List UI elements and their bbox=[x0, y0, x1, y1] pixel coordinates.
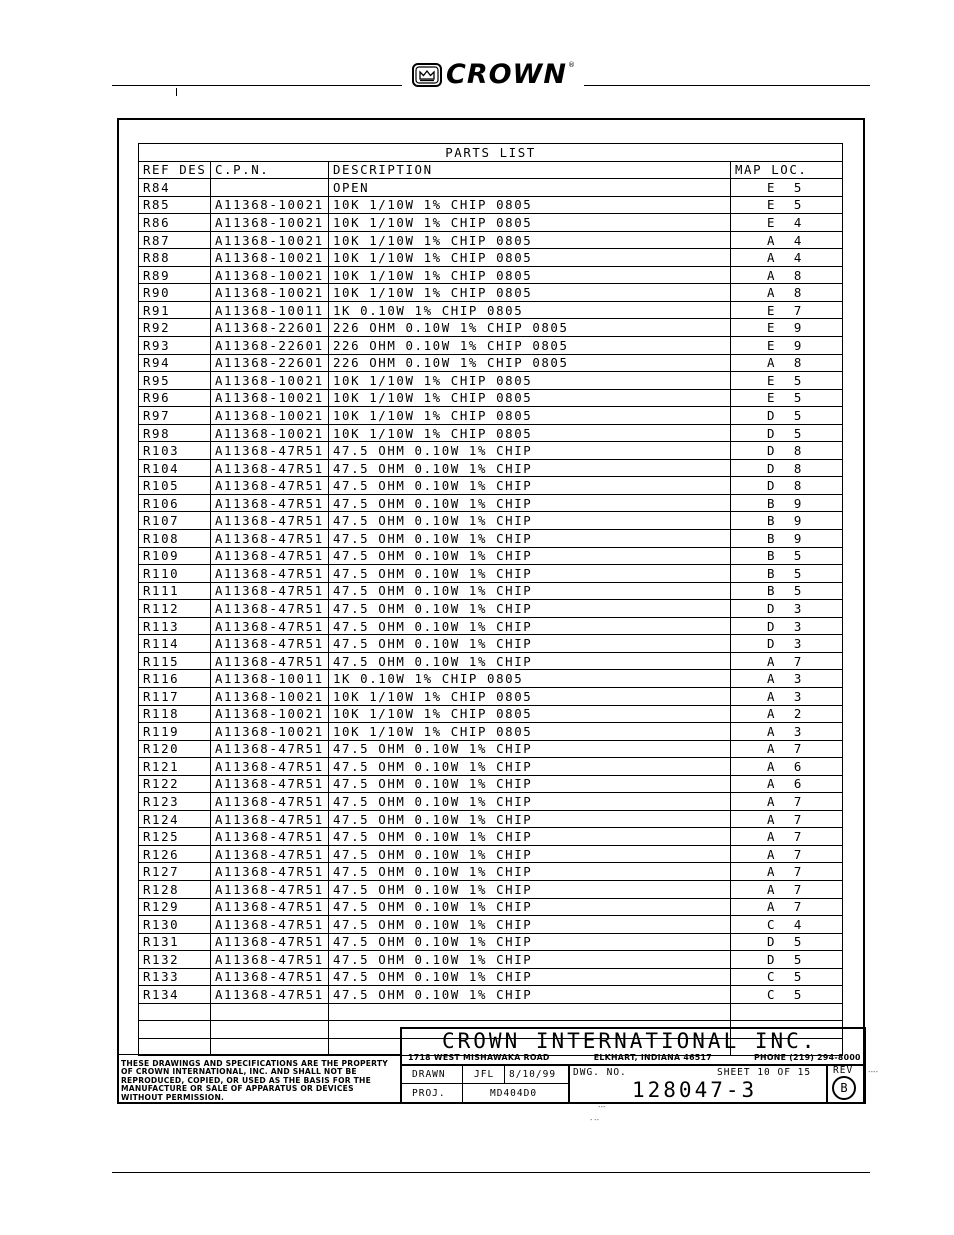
cell-description: 47.5 OHM 0.10W 1% CHIP bbox=[329, 880, 731, 898]
cell-description: 47.5 OHM 0.10W 1% CHIP bbox=[329, 652, 731, 670]
cell-map-loc: A 3 bbox=[731, 687, 843, 705]
cell-description: 47.5 OHM 0.10W 1% CHIP bbox=[329, 494, 731, 512]
cell-map-loc: A 6 bbox=[731, 758, 843, 776]
cell-cpn: A11368-47R51 bbox=[211, 775, 329, 793]
cell-ref-des: R120 bbox=[139, 740, 211, 758]
table-row bbox=[139, 459, 843, 477]
cell-description: 47.5 OHM 0.10W 1% CHIP bbox=[329, 635, 731, 653]
cell-map-loc: A 3 bbox=[731, 723, 843, 741]
table-row bbox=[139, 494, 843, 512]
cell-ref-des: R132 bbox=[139, 951, 211, 969]
cell-description: 1K 0.10W 1% CHIP 0805 bbox=[329, 301, 731, 319]
table-row bbox=[139, 810, 843, 828]
cell-map-loc: E 9 bbox=[731, 337, 843, 355]
table-row bbox=[139, 986, 843, 1004]
cell-ref-des: R93 bbox=[139, 337, 211, 355]
cell-cpn: A11368-47R51 bbox=[211, 758, 329, 776]
cell-map-loc: D 8 bbox=[731, 459, 843, 477]
header-rule-right bbox=[584, 85, 870, 86]
table-row bbox=[139, 617, 843, 635]
cell-description: 226 OHM 0.10W 1% CHIP 0805 bbox=[329, 337, 731, 355]
cell-ref-des: R133 bbox=[139, 968, 211, 986]
proj-label: PROJ. bbox=[412, 1088, 446, 1099]
cell-map-loc: E 9 bbox=[731, 319, 843, 337]
table-row bbox=[139, 968, 843, 986]
cell-ref-des: R118 bbox=[139, 705, 211, 723]
table-row bbox=[139, 898, 843, 916]
cell-ref-des: R105 bbox=[139, 477, 211, 495]
cell-ref-des: R122 bbox=[139, 775, 211, 793]
cell-description: 10K 1/10W 1% CHIP 0805 bbox=[329, 389, 731, 407]
cell-map-loc: E 5 bbox=[731, 196, 843, 214]
cell-cpn: A11368-10021 bbox=[211, 214, 329, 232]
cell-cpn: A11368-47R51 bbox=[211, 793, 329, 811]
cell-map-loc: A 4 bbox=[731, 249, 843, 267]
cell-cpn: A11368-47R51 bbox=[211, 477, 329, 495]
cell-cpn: A11368-47R51 bbox=[211, 810, 329, 828]
parts-list-body bbox=[139, 179, 843, 1056]
cell-ref-des: R90 bbox=[139, 284, 211, 302]
cell-description: 47.5 OHM 0.10W 1% CHIP bbox=[329, 898, 731, 916]
cell-description: 10K 1/10W 1% CHIP 0805 bbox=[329, 705, 731, 723]
cell-description: 47.5 OHM 0.10W 1% CHIP bbox=[329, 617, 731, 635]
cell-ref-des: R111 bbox=[139, 582, 211, 600]
cell-cpn: A11368-47R51 bbox=[211, 933, 329, 951]
cell-ref-des: R121 bbox=[139, 758, 211, 776]
cell-description: 47.5 OHM 0.10W 1% CHIP bbox=[329, 775, 731, 793]
cell-cpn: A11368-10021 bbox=[211, 284, 329, 302]
cell-map-loc: D 5 bbox=[731, 407, 843, 425]
table-row bbox=[139, 758, 843, 776]
cell-cpn: A11368-47R51 bbox=[211, 740, 329, 758]
cell-ref-des: R86 bbox=[139, 214, 211, 232]
parts-list-table bbox=[138, 143, 843, 1056]
cell-description: 47.5 OHM 0.10W 1% CHIP bbox=[329, 565, 731, 583]
address-phone: PHONE (219) 294-8000 bbox=[754, 1053, 861, 1062]
cell-description: OPEN bbox=[329, 179, 731, 197]
cell-ref-des: R108 bbox=[139, 530, 211, 548]
cell-description: 10K 1/10W 1% CHIP 0805 bbox=[329, 407, 731, 425]
cell-cpn: A11368-47R51 bbox=[211, 898, 329, 916]
cell-ref-des: R98 bbox=[139, 424, 211, 442]
cell-ref-des: R94 bbox=[139, 354, 211, 372]
cell-ref-des: R91 bbox=[139, 301, 211, 319]
cell-cpn: A11368-47R51 bbox=[211, 986, 329, 1004]
cell-map-loc: B 9 bbox=[731, 530, 843, 548]
cell-ref-des: R116 bbox=[139, 670, 211, 688]
parts-list-title: PARTS LIST bbox=[139, 144, 843, 162]
cell-map-loc: A 7 bbox=[731, 740, 843, 758]
address-city: ELKHART, INDIANA 46517 bbox=[593, 1053, 712, 1062]
cell-map-loc: A 3 bbox=[731, 670, 843, 688]
cell-description: 47.5 OHM 0.10W 1% CHIP bbox=[329, 986, 731, 1004]
table-row bbox=[139, 389, 843, 407]
brand-name: CROWN bbox=[446, 59, 567, 90]
table-row bbox=[139, 284, 843, 302]
table-row bbox=[139, 407, 843, 425]
cell-description: 47.5 OHM 0.10W 1% CHIP bbox=[329, 916, 731, 934]
cell-description: 226 OHM 0.10W 1% CHIP 0805 bbox=[329, 319, 731, 337]
table-row bbox=[139, 214, 843, 232]
cell-description: 1K 0.10W 1% CHIP 0805 bbox=[329, 670, 731, 688]
drawing-number: 128047-3 bbox=[632, 1078, 758, 1102]
cell-cpn: A11368-10021 bbox=[211, 266, 329, 284]
cell-ref-des: R130 bbox=[139, 916, 211, 934]
cell-cpn: A11368-10021 bbox=[211, 424, 329, 442]
table-row bbox=[139, 530, 843, 548]
cell-map-loc: A 7 bbox=[731, 652, 843, 670]
table-row bbox=[139, 951, 843, 969]
cell-ref-des: R115 bbox=[139, 652, 211, 670]
table-row bbox=[139, 845, 843, 863]
col-header-description: DESCRIPTION bbox=[329, 161, 731, 179]
cell-cpn: A11368-47R51 bbox=[211, 635, 329, 653]
col-header-map-loc: MAP LOC. bbox=[731, 161, 843, 179]
cell-cpn: A11368-47R51 bbox=[211, 530, 329, 548]
drawn-by: JFL bbox=[474, 1069, 495, 1080]
cell-map-loc: A 7 bbox=[731, 828, 843, 846]
cell-ref-des bbox=[139, 1021, 211, 1039]
table-row bbox=[139, 652, 843, 670]
table-row bbox=[139, 705, 843, 723]
cell-map-loc: C 5 bbox=[731, 968, 843, 986]
cell-description: 47.5 OHM 0.10W 1% CHIP bbox=[329, 740, 731, 758]
cell-description: 47.5 OHM 0.10W 1% CHIP bbox=[329, 793, 731, 811]
cell-ref-des: R129 bbox=[139, 898, 211, 916]
cell-cpn bbox=[211, 1021, 329, 1039]
cell-cpn: A11368-47R51 bbox=[211, 600, 329, 618]
cell-cpn: A11368-47R51 bbox=[211, 565, 329, 583]
cell-cpn: A11368-47R51 bbox=[211, 494, 329, 512]
table-row bbox=[139, 828, 843, 846]
cell-map-loc: D 5 bbox=[731, 424, 843, 442]
cell-description: 47.5 OHM 0.10W 1% CHIP bbox=[329, 968, 731, 986]
cell-map-loc: A 4 bbox=[731, 231, 843, 249]
cell-description: 10K 1/10W 1% CHIP 0805 bbox=[329, 687, 731, 705]
company-name: CROWN INTERNATIONAL INC. bbox=[442, 1029, 818, 1053]
cell-cpn: A11368-10021 bbox=[211, 231, 329, 249]
table-row bbox=[139, 775, 843, 793]
cell-map-loc: E 5 bbox=[731, 372, 843, 390]
cell-map-loc: A 7 bbox=[731, 880, 843, 898]
cell-cpn: A11368-10021 bbox=[211, 196, 329, 214]
cell-ref-des bbox=[139, 1003, 211, 1021]
scan-mark-bottom-2: ⁃ ⁃⁃ bbox=[590, 1118, 600, 1124]
table-row bbox=[139, 547, 843, 565]
cell-map-loc: A 8 bbox=[731, 266, 843, 284]
cell-description: 47.5 OHM 0.10W 1% CHIP bbox=[329, 547, 731, 565]
table-row bbox=[139, 670, 843, 688]
cell-map-loc: D 5 bbox=[731, 951, 843, 969]
table-row bbox=[139, 863, 843, 881]
rev-value: B bbox=[832, 1076, 856, 1100]
header-tick-mark bbox=[176, 88, 177, 96]
title-block-divider-v4 bbox=[826, 1064, 828, 1104]
cell-ref-des: R96 bbox=[139, 389, 211, 407]
cell-ref-des: R126 bbox=[139, 845, 211, 863]
cell-ref-des: R134 bbox=[139, 986, 211, 1004]
cell-ref-des: R84 bbox=[139, 179, 211, 197]
table-row bbox=[139, 301, 843, 319]
title-block-divider-v3 bbox=[568, 1064, 570, 1104]
cell-cpn bbox=[211, 179, 329, 197]
cell-map-loc: E 5 bbox=[731, 179, 843, 197]
cell-map-loc: A 8 bbox=[731, 354, 843, 372]
cell-cpn bbox=[211, 1003, 329, 1021]
cell-cpn: A11368-47R51 bbox=[211, 916, 329, 934]
cell-cpn: A11368-22601 bbox=[211, 337, 329, 355]
col-header-cpn: C.P.N. bbox=[211, 161, 329, 179]
cell-description: 47.5 OHM 0.10W 1% CHIP bbox=[329, 863, 731, 881]
title-block-divider-v2 bbox=[504, 1064, 505, 1084]
cell-map-loc: A 7 bbox=[731, 793, 843, 811]
cell-cpn: A11368-47R51 bbox=[211, 512, 329, 530]
cell-description: 10K 1/10W 1% CHIP 0805 bbox=[329, 723, 731, 741]
notice-separator bbox=[118, 1054, 401, 1055]
cell-cpn: A11368-47R51 bbox=[211, 652, 329, 670]
table-row bbox=[139, 740, 843, 758]
cell-ref-des: R110 bbox=[139, 565, 211, 583]
cell-description: 10K 1/10W 1% CHIP 0805 bbox=[329, 214, 731, 232]
cell-cpn: A11368-22601 bbox=[211, 354, 329, 372]
cell-description: 10K 1/10W 1% CHIP 0805 bbox=[329, 284, 731, 302]
cell-ref-des: R88 bbox=[139, 249, 211, 267]
cell-map-loc: A 2 bbox=[731, 705, 843, 723]
table-row bbox=[139, 916, 843, 934]
table-row bbox=[139, 442, 843, 460]
cell-description bbox=[329, 1003, 731, 1021]
cell-map-loc bbox=[731, 1003, 843, 1021]
cell-map-loc: A 8 bbox=[731, 284, 843, 302]
cell-description: 10K 1/10W 1% CHIP 0805 bbox=[329, 196, 731, 214]
cell-cpn: A11368-47R51 bbox=[211, 582, 329, 600]
table-row bbox=[139, 687, 843, 705]
cell-cpn: A11368-10021 bbox=[211, 249, 329, 267]
cell-description: 47.5 OHM 0.10W 1% CHIP bbox=[329, 582, 731, 600]
cell-ref-des: R114 bbox=[139, 635, 211, 653]
drawn-label: DRAWN bbox=[412, 1069, 446, 1080]
address-street: 1718 WEST MISHAWAKA ROAD bbox=[408, 1053, 550, 1062]
cell-map-loc: B 5 bbox=[731, 547, 843, 565]
drawn-date: 8/10/99 bbox=[509, 1069, 557, 1080]
cell-description: 47.5 OHM 0.10W 1% CHIP bbox=[329, 951, 731, 969]
cell-description: 10K 1/10W 1% CHIP 0805 bbox=[329, 266, 731, 284]
cell-cpn: A11368-47R51 bbox=[211, 968, 329, 986]
proj-value: MD404D0 bbox=[490, 1088, 538, 1099]
sheet-info: SHEET 10 OF 15 bbox=[717, 1067, 812, 1078]
crown-logo bbox=[412, 59, 575, 90]
cell-cpn: A11368-47R51 bbox=[211, 617, 329, 635]
table-row bbox=[139, 600, 843, 618]
cell-map-loc: B 5 bbox=[731, 582, 843, 600]
table-row bbox=[139, 266, 843, 284]
title-block-divider-v1 bbox=[462, 1064, 463, 1104]
cell-cpn: A11368-10011 bbox=[211, 670, 329, 688]
table-row bbox=[139, 477, 843, 495]
cell-cpn: A11368-47R51 bbox=[211, 547, 329, 565]
table-row bbox=[139, 424, 843, 442]
cell-description: 10K 1/10W 1% CHIP 0805 bbox=[329, 231, 731, 249]
table-row bbox=[139, 249, 843, 267]
cell-cpn: A11368-10021 bbox=[211, 687, 329, 705]
cell-description: 10K 1/10W 1% CHIP 0805 bbox=[329, 249, 731, 267]
table-row bbox=[139, 196, 843, 214]
cell-cpn: A11368-47R51 bbox=[211, 845, 329, 863]
proprietary-notice: THESE DRAWINGS AND SPECIFICATIONS ARE THE PROPERTY OF CROWN INTERNATIONAL, INC. AND SHALL NOT BE REPRODUCED, COPIED, OR USED AS THE BASIS FOR THE MANUFACTURE OR SALE OF APPARATUS OR DEVICES WITHOUT PERMISSION. bbox=[121, 1059, 388, 1102]
cell-ref-des: R131 bbox=[139, 933, 211, 951]
cell-description: 47.5 OHM 0.10W 1% CHIP bbox=[329, 810, 731, 828]
header-rule-left bbox=[112, 85, 402, 86]
cell-ref-des: R87 bbox=[139, 231, 211, 249]
company-address bbox=[408, 1053, 861, 1062]
cell-description: 47.5 OHM 0.10W 1% CHIP bbox=[329, 512, 731, 530]
cell-cpn: A11368-22601 bbox=[211, 319, 329, 337]
cell-cpn: A11368-47R51 bbox=[211, 442, 329, 460]
cell-cpn: A11368-47R51 bbox=[211, 863, 329, 881]
cell-description: 226 OHM 0.10W 1% CHIP 0805 bbox=[329, 354, 731, 372]
table-row bbox=[139, 565, 843, 583]
cell-cpn: A11368-10021 bbox=[211, 705, 329, 723]
cell-map-loc: D 8 bbox=[731, 442, 843, 460]
cell-ref-des: R107 bbox=[139, 512, 211, 530]
cell-ref-des: R85 bbox=[139, 196, 211, 214]
footer-rule bbox=[112, 1172, 870, 1173]
parts-list-header-row bbox=[139, 161, 843, 179]
cell-map-loc: A 7 bbox=[731, 845, 843, 863]
cell-cpn: A11368-47R51 bbox=[211, 951, 329, 969]
cell-ref-des: R103 bbox=[139, 442, 211, 460]
cell-ref-des: R95 bbox=[139, 372, 211, 390]
cell-description: 47.5 OHM 0.10W 1% CHIP bbox=[329, 828, 731, 846]
cell-cpn: A11368-10021 bbox=[211, 723, 329, 741]
cell-map-loc: A 7 bbox=[731, 810, 843, 828]
table-row bbox=[139, 582, 843, 600]
cell-cpn: A11368-10021 bbox=[211, 389, 329, 407]
cell-cpn: A11368-10011 bbox=[211, 301, 329, 319]
cell-ref-des: R89 bbox=[139, 266, 211, 284]
cell-description: 10K 1/10W 1% CHIP 0805 bbox=[329, 372, 731, 390]
table-row bbox=[139, 1003, 843, 1021]
col-header-ref-des: REF DES bbox=[139, 161, 211, 179]
cell-ref-des: R106 bbox=[139, 494, 211, 512]
cell-map-loc: C 4 bbox=[731, 916, 843, 934]
cell-description: 47.5 OHM 0.10W 1% CHIP bbox=[329, 600, 731, 618]
cell-map-loc: D 8 bbox=[731, 477, 843, 495]
cell-ref-des: R124 bbox=[139, 810, 211, 828]
cell-map-loc: D 3 bbox=[731, 635, 843, 653]
cell-map-loc: D 5 bbox=[731, 933, 843, 951]
table-row bbox=[139, 372, 843, 390]
cell-cpn: A11368-47R51 bbox=[211, 880, 329, 898]
cell-map-loc: C 5 bbox=[731, 986, 843, 1004]
scan-mark-right: ⁃⁃⁃⁃ bbox=[868, 1070, 878, 1076]
title-block-divider-h1 bbox=[400, 1064, 866, 1066]
cell-map-loc: B 9 bbox=[731, 512, 843, 530]
cell-description: 47.5 OHM 0.10W 1% CHIP bbox=[329, 758, 731, 776]
table-row bbox=[139, 512, 843, 530]
dwg-no-label: DWG. NO. bbox=[573, 1067, 627, 1078]
cell-description: 10K 1/10W 1% CHIP 0805 bbox=[329, 424, 731, 442]
table-row bbox=[139, 179, 843, 197]
cell-cpn: A11368-10021 bbox=[211, 407, 329, 425]
cell-map-loc: E 4 bbox=[731, 214, 843, 232]
cell-ref-des: R92 bbox=[139, 319, 211, 337]
scan-mark-bottom-1: ⁃⁃⁃ bbox=[598, 1105, 606, 1111]
cell-map-loc: A 7 bbox=[731, 898, 843, 916]
cell-map-loc: B 9 bbox=[731, 494, 843, 512]
table-row bbox=[139, 319, 843, 337]
cell-ref-des: R127 bbox=[139, 863, 211, 881]
cell-map-loc: E 5 bbox=[731, 389, 843, 407]
cell-ref-des: R97 bbox=[139, 407, 211, 425]
cell-map-loc: B 5 bbox=[731, 565, 843, 583]
cell-ref-des: R104 bbox=[139, 459, 211, 477]
table-row bbox=[139, 337, 843, 355]
cell-ref-des: R109 bbox=[139, 547, 211, 565]
cell-description: 47.5 OHM 0.10W 1% CHIP bbox=[329, 477, 731, 495]
crown-emblem-icon bbox=[412, 63, 442, 87]
cell-description: 47.5 OHM 0.10W 1% CHIP bbox=[329, 459, 731, 477]
cell-ref-des: R113 bbox=[139, 617, 211, 635]
cell-ref-des: R119 bbox=[139, 723, 211, 741]
cell-map-loc: D 3 bbox=[731, 617, 843, 635]
registered-mark: ® bbox=[567, 61, 575, 69]
cell-ref-des: R117 bbox=[139, 687, 211, 705]
cell-description: 47.5 OHM 0.10W 1% CHIP bbox=[329, 442, 731, 460]
table-row bbox=[139, 880, 843, 898]
cell-ref-des: R125 bbox=[139, 828, 211, 846]
table-row bbox=[139, 231, 843, 249]
cell-cpn: A11368-47R51 bbox=[211, 459, 329, 477]
title-block-divider-h2 bbox=[400, 1083, 569, 1084]
cell-description: 47.5 OHM 0.10W 1% CHIP bbox=[329, 933, 731, 951]
table-row bbox=[139, 635, 843, 653]
cell-ref-des: R128 bbox=[139, 880, 211, 898]
rev-label: REV bbox=[833, 1065, 854, 1076]
cell-map-loc: E 7 bbox=[731, 301, 843, 319]
table-row bbox=[139, 793, 843, 811]
cell-map-loc: A 6 bbox=[731, 775, 843, 793]
cell-map-loc: D 3 bbox=[731, 600, 843, 618]
cell-ref-des: R112 bbox=[139, 600, 211, 618]
cell-ref-des: R123 bbox=[139, 793, 211, 811]
table-row bbox=[139, 933, 843, 951]
cell-cpn: A11368-10021 bbox=[211, 372, 329, 390]
table-row bbox=[139, 723, 843, 741]
cell-cpn: A11368-47R51 bbox=[211, 828, 329, 846]
cell-map-loc: A 7 bbox=[731, 863, 843, 881]
cell-description: 47.5 OHM 0.10W 1% CHIP bbox=[329, 845, 731, 863]
cell-description: 47.5 OHM 0.10W 1% CHIP bbox=[329, 530, 731, 548]
table-row bbox=[139, 354, 843, 372]
